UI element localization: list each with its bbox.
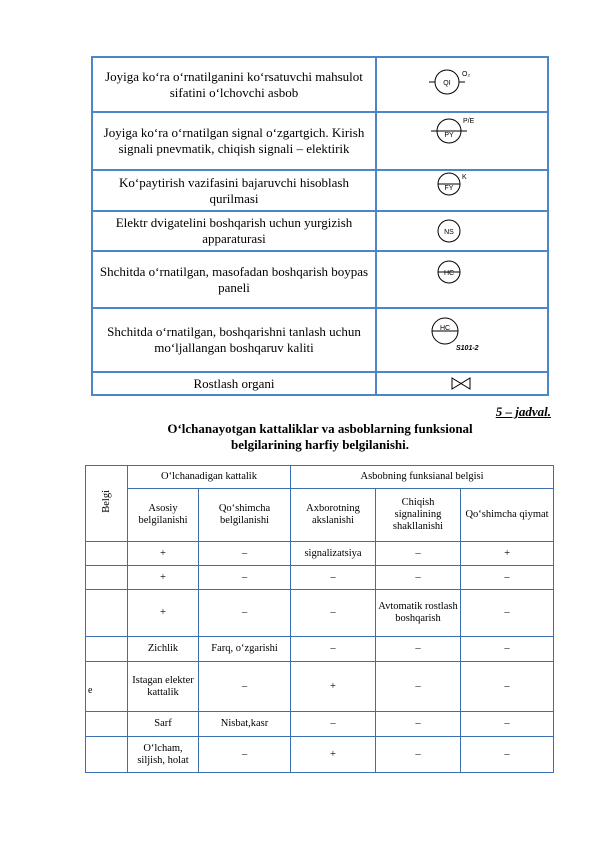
table-row bbox=[86, 590, 554, 637]
column-header: Chiqish signalining shakllanishi bbox=[376, 489, 461, 542]
table-cell: – bbox=[199, 662, 291, 712]
symbols-row bbox=[92, 308, 548, 372]
table-cell: Avtomatik rostlash boshqarish bbox=[376, 590, 461, 637]
table-cell: – bbox=[461, 737, 554, 773]
table-cell: – bbox=[199, 566, 291, 590]
selector-switch-icon bbox=[377, 309, 547, 371]
table-cell: – bbox=[291, 566, 376, 590]
instrument-bubble-icon bbox=[377, 113, 547, 169]
header-row bbox=[86, 489, 554, 542]
table-cell: – bbox=[376, 712, 461, 737]
table-title: O‘lchanayotgan kattaliklar va asboblarning funksional belgilarining harfiy belgilanishi. bbox=[167, 421, 473, 452]
symbol-description: Elektr dvigatelini boshqarish uchun yurgizish apparaturasi bbox=[92, 211, 376, 251]
belgi-cell bbox=[86, 542, 128, 566]
belgi-cell bbox=[86, 637, 128, 662]
symbols-row bbox=[92, 211, 548, 251]
column-header: Axborotning akslanishi bbox=[291, 489, 376, 542]
table-cell: Istagan elekter kattalik bbox=[128, 662, 199, 712]
table-row bbox=[86, 712, 554, 737]
symbols-row bbox=[92, 57, 548, 112]
belgi-cell bbox=[86, 662, 128, 712]
symbols-row bbox=[92, 251, 548, 308]
symbol-description: Rostlash organi bbox=[92, 372, 376, 395]
table-cell: – bbox=[199, 590, 291, 637]
letter-codes-table bbox=[85, 465, 554, 773]
control-valve-icon bbox=[377, 373, 547, 394]
symbol-cell bbox=[376, 57, 548, 112]
table-cell: – bbox=[291, 712, 376, 737]
table-row bbox=[86, 737, 554, 773]
symbol-description: Joyiga ko‘ra o‘rnatilgan signal o‘zgartgich. Kirish signali pnevmatik, chiqish signali – elektirik bbox=[92, 112, 376, 170]
table-cell: – bbox=[199, 737, 291, 773]
table-cell: Nisbat,kasr bbox=[199, 712, 291, 737]
table-cell: – bbox=[461, 590, 554, 637]
table-row bbox=[86, 542, 554, 566]
table-cell: – bbox=[291, 637, 376, 662]
table-cell: O‘lcham, siljish, holat bbox=[128, 737, 199, 773]
table-row bbox=[86, 662, 554, 712]
symbol-cell bbox=[376, 372, 548, 395]
symbol-description: Joyiga ko‘ra o‘rnatilganini ko‘rsatuvchi mahsulot sifatini o‘lchovchi asbob bbox=[92, 57, 376, 112]
group-header-measured: O‘lchanadigan kattalik bbox=[128, 466, 291, 489]
column-header: Asosiy belgilanishi bbox=[128, 489, 199, 542]
table-row bbox=[86, 637, 554, 662]
symbol-description: Shchitda o‘rnatilgan, masofadan boshqarish boypas paneli bbox=[92, 251, 376, 308]
symbols-table bbox=[91, 56, 549, 396]
column-header: Qo‘shimcha qiymat bbox=[461, 489, 554, 542]
symbol-cell bbox=[376, 308, 548, 372]
table-cell: + bbox=[291, 662, 376, 712]
table-cell: + bbox=[291, 737, 376, 773]
symbol-tag: O₂ bbox=[462, 71, 471, 78]
belgi-header bbox=[86, 466, 128, 542]
belgi-header-label: Belgi bbox=[100, 490, 112, 513]
table-cell: – bbox=[376, 737, 461, 773]
table-cell: – bbox=[291, 590, 376, 637]
table-cell: – bbox=[376, 542, 461, 566]
table-cell: + bbox=[461, 542, 554, 566]
belgi-cell bbox=[86, 566, 128, 590]
symbol-code: PY bbox=[444, 132, 454, 139]
table-cell: Farq, o‘zgarishi bbox=[199, 637, 291, 662]
symbol-tag: K bbox=[462, 174, 467, 181]
table-number: 5 – jadval. bbox=[495, 404, 551, 419]
symbol-cell bbox=[376, 211, 548, 251]
table-cell: + bbox=[128, 566, 199, 590]
table-cell: signalizatsiya bbox=[291, 542, 376, 566]
symbols-row bbox=[92, 112, 548, 170]
symbol-code: NS bbox=[444, 229, 454, 236]
table-cell: + bbox=[128, 590, 199, 637]
table-cell: – bbox=[461, 566, 554, 590]
table-cell: – bbox=[376, 637, 461, 662]
table-cell: – bbox=[461, 637, 554, 662]
table-cell: Sarf bbox=[128, 712, 199, 737]
symbol-cell bbox=[376, 112, 548, 170]
instrument-bubble-icon bbox=[377, 58, 547, 111]
belgi-cell bbox=[86, 737, 128, 773]
symbol-cell bbox=[376, 251, 548, 308]
instrument-bubble-icon bbox=[377, 171, 547, 210]
belgi-letter: e bbox=[88, 685, 93, 696]
symbol-code: FY bbox=[444, 185, 454, 192]
symbol-code: HC bbox=[443, 270, 455, 277]
symbol-description: Ko‘paytirish vazifasini bajaruvchi hisoblash qurilmasi bbox=[92, 170, 376, 211]
symbols-row bbox=[92, 170, 548, 211]
table-cell: – bbox=[376, 566, 461, 590]
table-cell: Zichlik bbox=[128, 637, 199, 662]
table-cell: – bbox=[376, 662, 461, 712]
table-cell: + bbox=[128, 542, 199, 566]
header-row bbox=[86, 466, 554, 489]
symbol-description: Shchitda o‘rnatilgan, boshqarishni tanlash uchun mo‘ljallangan boshqaruv kaliti bbox=[92, 308, 376, 372]
table-row bbox=[86, 566, 554, 590]
symbol-code: HC bbox=[439, 325, 451, 332]
panel-instrument-icon bbox=[377, 252, 547, 307]
symbol-tag: P/E bbox=[463, 118, 475, 125]
table-cell: – bbox=[461, 712, 554, 737]
table-cell: – bbox=[461, 662, 554, 712]
symbol-tag: S101-2 bbox=[456, 345, 479, 352]
symbols-row bbox=[92, 372, 548, 395]
symbol-code: QI bbox=[443, 80, 451, 87]
group-header-function: Asbobning funksianal belgisi bbox=[291, 466, 554, 489]
symbol-cell bbox=[376, 170, 548, 211]
column-header: Qo‘shimcha belgilanishi bbox=[199, 489, 291, 542]
table-cell: – bbox=[199, 542, 291, 566]
belgi-cell bbox=[86, 590, 128, 637]
belgi-cell bbox=[86, 712, 128, 737]
instrument-bubble-icon bbox=[377, 212, 547, 250]
